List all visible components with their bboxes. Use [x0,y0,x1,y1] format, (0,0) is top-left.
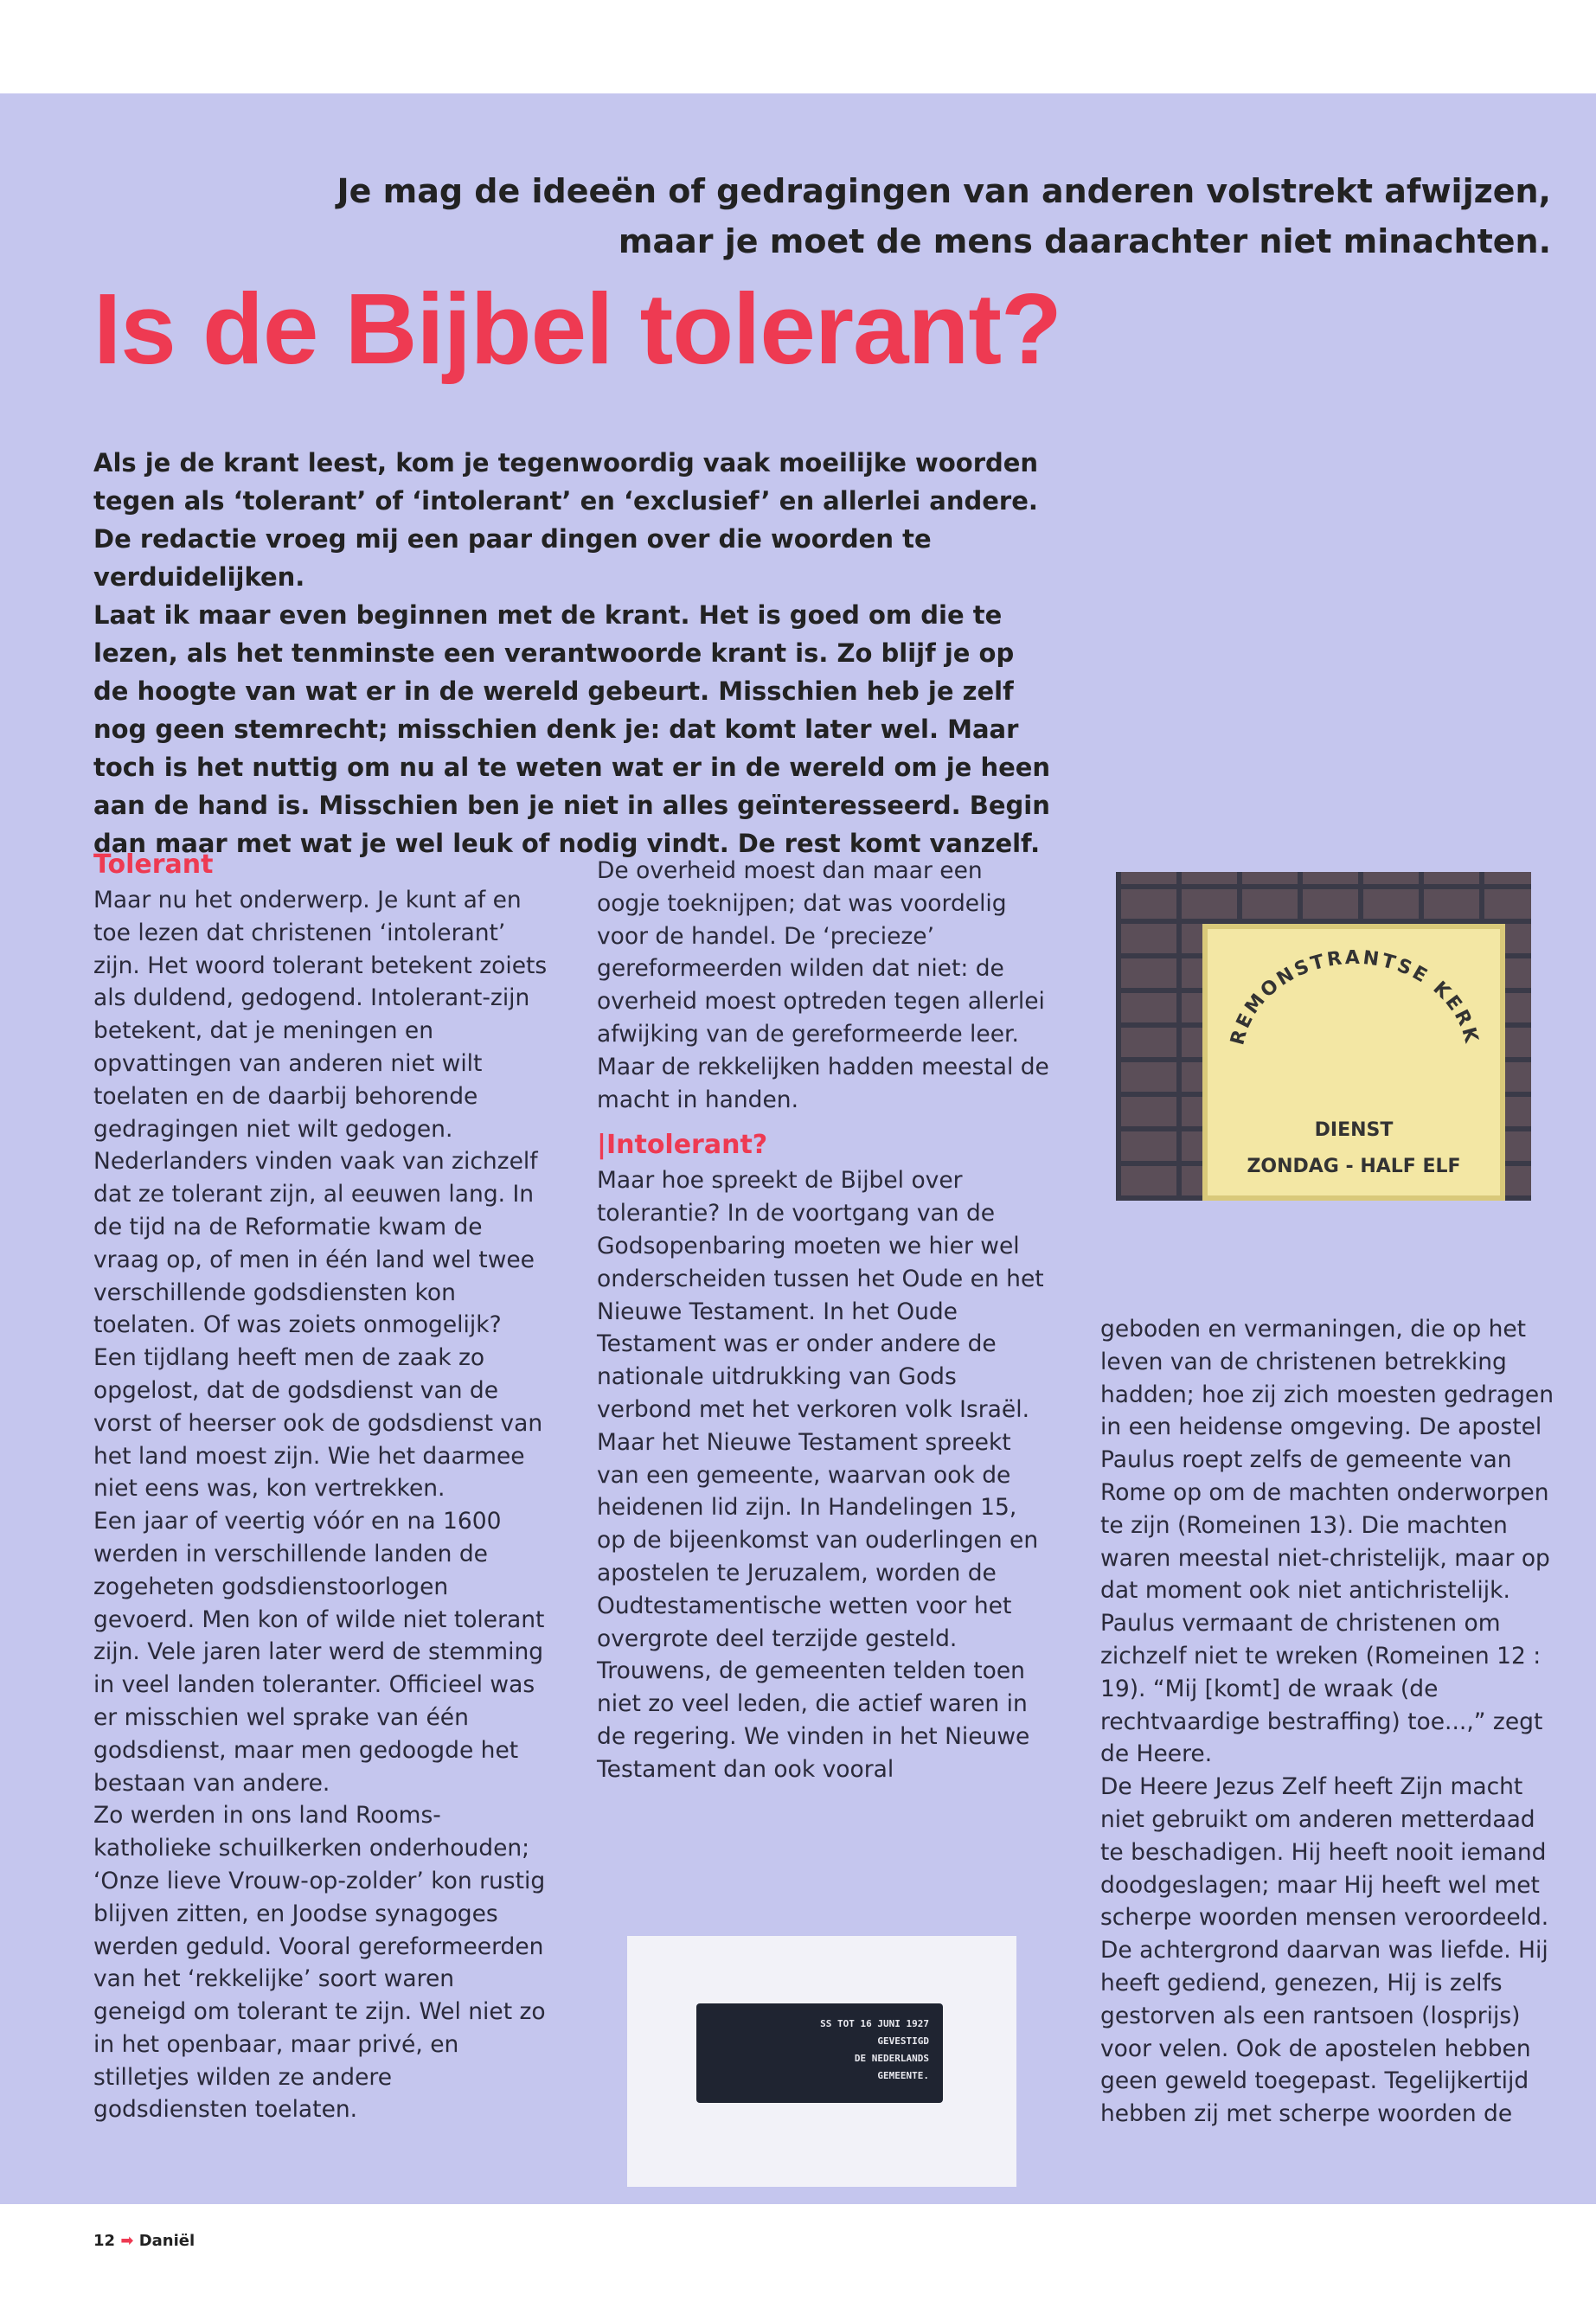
column-2-paragraph-1: De overheid moest dan maar een oogje toeknijpen; dat was voordelig voor de handel. De ‘precieze’ gereformeerden wilden dat niet: de overheid moest optreden tegen allerlei afwijking van de gereformeerde leer. Maar de rekkelijken hadden meestal de macht in handen. [597,857,1049,1113]
sign-arc-label: REMONSTRANTSE KERK [1227,946,1483,1048]
plaque-line-2: GEVESTIGD [877,2035,929,2047]
section-heading-tolerant: Tolerant [93,849,214,880]
intro-paragraph-2: Laat ik maar even beginnen met de krant. Het is goed om die te lezen, als het tenminste een verantwoorde krant is. Zo blijf je op de hoogte van wat er in de wereld gebeurt. Misschien heb je zelf nog geen stemrecht; misschien denk je: dat komt later wel. Maar toch is het nuttig om nu al te weten wat er in de wereld om je heen aan de hand is. Misschien ben je niet in alles geïnteresseerd. Begin dan maar met wat je wel leuk of nodig vindt. De rest komt vanzelf. [93,600,1051,858]
church-sign-board [1202,924,1505,1201]
column-1-paragraph-2: Nederlanders vinden vaak van zichzelf dat ze tolerant zijn, al eeuwen lang. In de tijd na de Reformatie kwam de vraag op, of men in één land wel twee verschillende godsdiensten kon toelaten. Of was zoiets onmogelijk? Een tijdlang heeft men de zaak zo opgelost, dat de godsdienst van de vorst of heerser ook de godsdienst van het land moest zijn. Wie het daarmee niet eens was, kon vertrekken. [93,1148,543,1503]
magazine-name: Daniël [138,2232,195,2250]
sign-line-time: ZONDAG - HALF ELF [1247,1156,1461,1177]
svg-text:REMONSTRANTSE KERK [1227,947,1482,1048]
sign-arc-text [1208,929,1500,1076]
intro-paragraph-1: Als je de krant leest, kom je tegenwoordig vaak moeilijke woorden tegen als ‘tolerant’ of ‘intolerant’ en ‘exclusief’ en allerlei andere. De redactie vroeg mij een paar dingen over die woorden te verduidelijken. [93,448,1039,592]
article-intro [93,444,1054,862]
column-1-paragraph-1: Maar nu het onderwerp. Je kunt af en toe lezen dat christenen ‘intolerant’ zijn. Het woord tolerant betekent zoiets als duldend, gedogend. Intolerant-zijn betekent, dat je meningen en opvattingen van anderen niet wilt toelaten en de daarbij behorende gedragingen niet wilt gedogen. [93,887,548,1143]
pull-quote-line-2: maar je moet de mens daarachter niet minachten. [618,222,1551,260]
column-1-paragraph-3: Een jaar of veertig vóór en na 1600 werden in verschillende landen de zogeheten godsdienstoorlogen gevoerd. Men kon of wilde niet tolerant zijn. Vele jaren later werd de stemming in veel landen toleranter. Officieel was er misschien wel sprake van één godsdienst, maar men gedoogde het bestaan van andere. [93,1508,545,1797]
arrow-icon: ➡ [120,2232,134,2250]
plaque-line-1: SS TOT 16 JUNI 1927 [820,2018,929,2029]
page-number: 12 [93,2232,116,2250]
section-heading-intolerant: |Intolerant? [597,1130,768,1161]
page-footer [93,2232,195,2250]
plaque-line-3: DE NEDERLANDS [854,2053,929,2064]
church-sign-photo [1116,872,1531,1201]
sign-line-dienst: DIENST [1314,1119,1394,1141]
plaque-line-4: GEMEENTE. [877,2070,929,2081]
column-3 [1100,1313,1557,2131]
column-2-paragraph-2: Maar hoe spreekt de Bijbel over tolerantie? In de voortgang van de Godsopenbaring moeten we hier wel onderscheiden tussen het Oude en het Nieuwe Testament. In het Oude Testament was er onder andere de nationale uitdrukking van Gods verbond met het verkoren volk Israël. Maar het Nieuwe Testament spreekt van een gemeente, waarvan ook de heidenen lid zijn. In Handelingen 15, op de bijeenkomst van ouderlingen en apostelen te Jeruzalem, worden de Oudtestamentische wetten voor het overgrote deel terzijde gesteld. Trouwens, de gemeenten telden toen niet zo veel leden, die actief waren in de regering. We vinden in het Nieuwe Testament dan ook vooral [597,1167,1044,1783]
column-3-paragraph-2: De Heere Jezus Zelf heeft Zijn macht niet gebruikt om anderen metterdaad te beschadigen. Hij heeft nooit iemand doodgeslagen; maar Hij heeft wel met scherpe woorden mensen veroordeeld. De achtergrond daarvan was liefde. Hij heeft gediend, genezen, Hij is zelfs gestorven als een rantsoen (losprijs) voor velen. Ook de apostelen hebben geen geweld toegepast. Tegelijkertijd hebben zij met scherpe woorden de [1100,1773,1549,2128]
article-title: Is de Bijbel tolerant? [93,272,1061,385]
memorial-plaque [696,2003,943,2103]
column-2 [597,855,1051,1786]
magazine-page [0,93,1596,2250]
memorial-plaque-photo [627,1936,1016,2187]
column-3-paragraph-1: geboden en vermaningen, die op het leven van de christenen betrekking hadden; hoe zij zich moesten gedragen in een heidense omgeving. De apostel Paulus roept zelfs de gemeente van Rome op om de machten onderworpen te zijn (Romeinen 13). Die machten waren meestal niet-christelijk, maar op dat moment ook niet antichristelijk. Paulus vermaant de christenen om zichzelf niet te wreken (Romeinen 12 : 19). “Mij [komt] de wraak (de rechtvaardige bestraffing) toe...,” zegt de Heere. [1100,1316,1554,1768]
column-1 [93,846,548,2126]
pull-quote [167,166,1551,266]
column-1-paragraph-4: Zo werden in ons land Rooms-katholieke schuilkerken onderhouden; ‘Onze lieve Vrouw-op-zolder’ kon rustig blijven zitten, en Joodse synagoges werden geduld. Vooral gereformeerden van het ‘rekkelijke’ soort waren geneigd om tolerant te zijn. Wel niet zo in het openbaar, maar privé, en stilletjes wilden ze andere godsdiensten toelaten. [93,1802,546,2124]
pull-quote-line-1: Je mag de ideeën of gedragingen van anderen volstrekt afwijzen, [337,172,1551,210]
